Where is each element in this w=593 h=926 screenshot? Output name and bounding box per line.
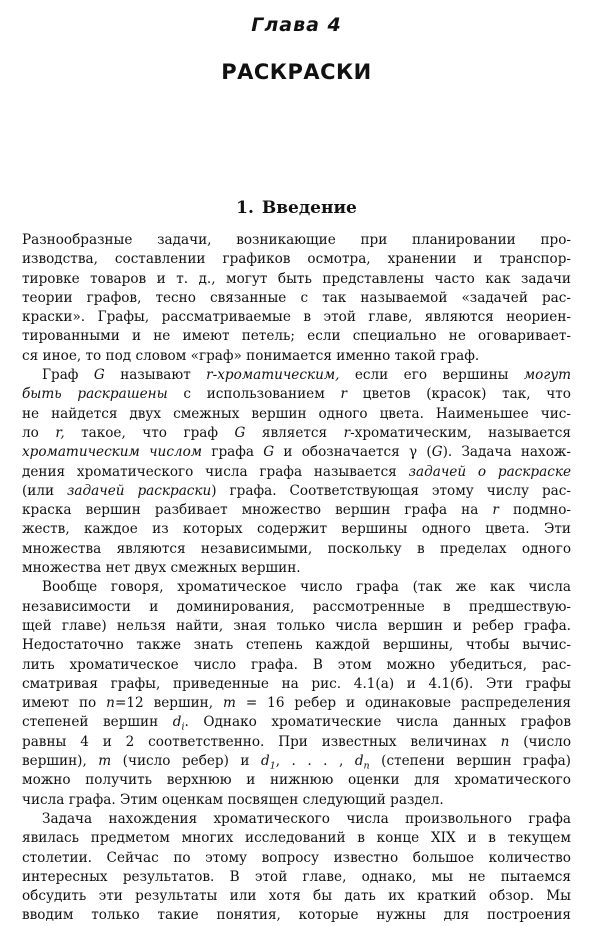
italic-text: задачей раскраски: [67, 482, 212, 499]
section-title: Введение: [261, 198, 357, 218]
text-line: [22, 520, 571, 539]
text-run: (число: [509, 733, 571, 750]
text-run: сматривая графы, приведенные на рис. 4.1(а) и 4.1(б). Эти графы: [22, 675, 571, 692]
text-run: теории графов, тесно связанные с так называемой «задачей рас-: [22, 289, 571, 306]
text-line: [22, 810, 571, 829]
italic-text: G: [234, 424, 246, 441]
text-run: цветов (красок) так, что: [346, 386, 571, 403]
section-number: 1.: [236, 198, 254, 218]
subscript: 1: [269, 760, 276, 772]
italic-text: r: [492, 502, 499, 519]
text-line: [22, 405, 571, 424]
chapter-title: РАСКРАСКИ: [221, 60, 372, 84]
text-run: краски». Графы, рассматриваемые в этой главе, являются неориен-: [22, 309, 571, 326]
italic-text: r: [340, 386, 347, 403]
text-line: [22, 443, 571, 462]
text-run: тированными и не имеют петель; если специально не оговаривает-: [22, 328, 571, 345]
text-run: ). Задача нахож-: [442, 444, 571, 461]
italic-text: d: [260, 753, 270, 770]
text-run: не найдется двух смежных вершин одного цвета. Наименьшее чис-: [22, 405, 571, 422]
text-run: такое, что граф: [64, 424, 235, 441]
text-run: Разнообразные задачи, возникающие при планировании про-: [22, 232, 571, 248]
text-line: [22, 791, 571, 810]
text-run: . Однако хроматические числа данных графов: [184, 714, 571, 731]
text-line: [22, 482, 571, 501]
italic-text: m: [98, 753, 112, 770]
text-line: [22, 559, 571, 578]
italic-text: r-хроматическим,: [206, 367, 340, 384]
text-run: ) графа. Соответствующая этому числу рас-: [211, 482, 571, 499]
text-run: равны 4 и 2 соответственно. При известных величинах: [22, 733, 501, 750]
text-run: тировке товаров и т. д., могут быть представлены часто как задачи: [22, 270, 571, 287]
text-line: [22, 771, 571, 790]
italic-text: m: [223, 695, 236, 712]
italic-text: быть раскрашены: [22, 386, 168, 403]
text-run: жеств, каждое из которых содержит вершины одного цвета. Эти: [22, 521, 571, 538]
italic-text: задачей о раскраске: [408, 463, 571, 480]
text-run: = 16 ребер и одинаковые распределения: [235, 695, 571, 712]
text-line: [22, 347, 571, 366]
text-line: [22, 636, 571, 655]
text-run: Задача нахождения хроматического числа произвольного графа: [42, 810, 571, 827]
text-run: Граф: [42, 367, 94, 384]
text-line: [22, 752, 571, 771]
italic-text: G: [431, 444, 443, 461]
text-line: [22, 675, 571, 694]
text-line: [22, 327, 571, 346]
text-line: [22, 656, 571, 675]
text-run: интересных результатов. В этой главе, однако, мы не пытаемся: [22, 868, 571, 885]
italic-text: n: [106, 695, 115, 712]
text-run: (число ребер) и: [111, 753, 261, 770]
text-run: можно получить верхнюю и нижнюю оценки для хроматического: [22, 772, 571, 789]
text-run: дения хроматического числа графа называется: [22, 463, 409, 480]
text-line: [22, 849, 571, 868]
body-text: [22, 231, 571, 926]
italic-text: G: [93, 367, 105, 384]
subscript: i: [181, 722, 185, 733]
italic-text: r: [343, 424, 351, 441]
text-line: [22, 829, 571, 848]
text-line: [22, 617, 571, 636]
text-run: ся иное, то под словом «граф» понимается именно такой граф.: [22, 347, 480, 364]
text-run: является: [245, 424, 344, 441]
text-run: вводим только такие понятия, которые нужны для построения: [22, 907, 571, 924]
italic-text: r,: [55, 424, 65, 441]
text-run: множества нет двух смежных вершин.: [22, 560, 301, 577]
text-line: [22, 366, 571, 385]
chapter-label: Глава 4: [251, 14, 342, 36]
text-line: [22, 713, 571, 732]
text-run: имеют по: [22, 695, 107, 712]
text-line: [22, 424, 571, 443]
text-run: независимости и доминирования, рассмотренные в предшествую-: [22, 598, 571, 615]
text-run: с использованием: [167, 386, 341, 403]
text-run: (степени вершин графа): [369, 753, 571, 770]
text-run: множества являются независимыми, поскольку в пределах одного: [22, 540, 571, 557]
text-run: (или: [22, 482, 68, 499]
text-run: лить хроматическое число графа. В этом можно убедиться, рас-: [22, 656, 571, 673]
text-line: [22, 540, 571, 559]
text-run: Недостаточно также знать степень каждой вершины, чтобы вычис-: [22, 637, 571, 654]
text-run: графа: [202, 444, 264, 461]
italic-text: хроматическим числом: [22, 444, 203, 461]
text-line: [22, 694, 571, 713]
text-run: вершин),: [22, 753, 99, 770]
text-run: краска вершин разбивает множество вершин графа на: [22, 502, 493, 519]
text-run: если его вершины: [339, 367, 524, 384]
text-line: [22, 308, 571, 327]
text-run: явилась предметом многих исследований в конце XIX и в текущем: [22, 830, 571, 847]
section-heading: [0, 198, 593, 218]
text-line: [22, 385, 571, 404]
text-run: степеней вершин: [22, 714, 173, 731]
text-run: и обозначается γ (: [274, 444, 432, 461]
text-run: =12 вершин,: [114, 695, 223, 712]
text-line: [22, 501, 571, 520]
italic-text: G: [263, 444, 275, 461]
text-line: [22, 250, 571, 269]
text-line: [22, 733, 571, 752]
italic-text: d: [354, 753, 364, 770]
italic-text: d: [172, 714, 182, 731]
italic-text: n: [500, 733, 510, 750]
text-run: называют: [104, 367, 207, 384]
text-line: [22, 887, 571, 906]
text-run: ло: [22, 424, 56, 441]
text-run: обсудить эти результаты или хотя бы дать их краткий обзор. Мы: [22, 888, 571, 905]
text-run: столетии. Сейчас по этому вопросу известно большое количество: [22, 849, 571, 866]
italic-text: могут: [523, 367, 571, 384]
text-run: изводства, составлении графиков осмотра, хранении и транспор-: [22, 251, 571, 268]
text-line: [22, 463, 571, 482]
text-line: [22, 289, 571, 308]
text-line: [22, 598, 571, 617]
text-run: щей главе) нельзя найти, зная только числа вершин и ребер графа.: [22, 617, 571, 634]
text-run: подмно-: [498, 502, 571, 519]
subscript: n: [363, 760, 370, 772]
text-run: Вообще говоря, хроматическое число графа (так же как числа: [42, 579, 571, 596]
text-line: [22, 868, 571, 887]
text-line: [22, 906, 571, 925]
text-run: -хроматическим, называется: [350, 424, 571, 441]
text-run: числа графа. Этим оценкам посвящен следующий раздел.: [22, 791, 444, 808]
text-run: , . . . ,: [275, 753, 355, 770]
text-line: [22, 270, 571, 289]
text-line: [22, 231, 571, 250]
text-line: [22, 578, 571, 597]
